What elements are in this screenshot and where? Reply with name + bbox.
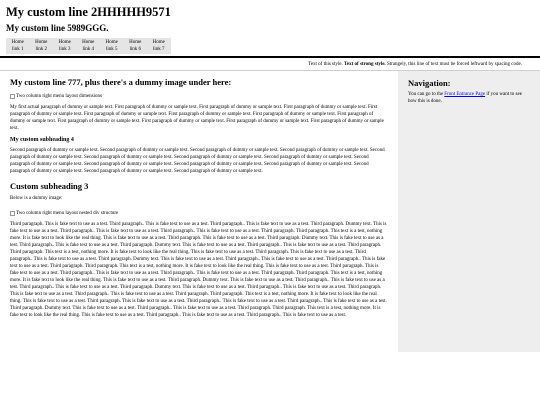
front-entrance-link[interactable]: Front Entrance Page bbox=[444, 92, 486, 97]
strapline-text-after: Strangely, this line of text must be forced leftward by spacing code. bbox=[385, 62, 522, 67]
image-alt-text: Two column right menu layout nested div structure bbox=[16, 211, 119, 216]
nav-home-link-2[interactable] bbox=[30, 38, 54, 54]
page-title: My custom line 777, plus there's a dummy image under here: bbox=[10, 77, 232, 87]
sidebar bbox=[398, 71, 540, 352]
dummy-image-1 bbox=[10, 93, 388, 100]
nav-label-line1: Home bbox=[82, 40, 95, 45]
strapline-text: Text of this style. bbox=[308, 62, 345, 67]
broken-image-icon bbox=[10, 94, 15, 99]
nav-home-link-7[interactable] bbox=[147, 38, 171, 54]
nav-label-line2: link 4 bbox=[82, 47, 95, 52]
nav-label-line2: link 1 bbox=[11, 47, 24, 52]
top-nav bbox=[6, 38, 534, 54]
subheading-4: My custom subheading 4 bbox=[10, 137, 74, 143]
nav-home-link-5[interactable] bbox=[100, 38, 124, 54]
sidebar-text bbox=[408, 91, 530, 105]
nav-label-line2: link 3 bbox=[58, 47, 71, 52]
nav-label-line1: Home bbox=[58, 40, 71, 45]
site-title: My custom line 2HHHHH9571 bbox=[6, 5, 171, 19]
two-column-layout bbox=[0, 70, 540, 352]
nav-home-link-4[interactable] bbox=[77, 38, 101, 54]
broken-image-icon bbox=[10, 211, 15, 216]
nav-label-line1: Home bbox=[105, 40, 118, 45]
paragraph-2: Second paragraph of dummy or sample text. Second paragraph of dummy or sample text. Second paragraph of dummy or sample text. Second paragraph of dummy or sample text. Second paragraph of dummy or sample text. Second paragraph of dummy or sample text. Second paragraph of dummy or sample text. Second paragraph of dummy or sample text. Second paragraph of dummy or sample text. Second paragraph of dummy or sample text. Second paragraph of dummy or sample text. Second paragraph of dummy or sample text. Second paragraph of dummy or sample text. Second paragraph of dummy or sample text. Second paragraph of dummy or sample text. bbox=[10, 148, 385, 174]
image-alt-text: Two column right menu layout dimensions bbox=[16, 94, 102, 99]
nav-label-line2: link 6 bbox=[129, 47, 142, 52]
nav-label-line1: Home bbox=[11, 40, 24, 45]
nav-label-line2: link 7 bbox=[152, 47, 165, 52]
sidebar-text-after: if you want to see how this is done. bbox=[408, 92, 522, 104]
site-subtitle: My custom line 5989GGG. bbox=[6, 23, 109, 33]
nav-label-line2: link 5 bbox=[105, 47, 118, 52]
sidebar-title: Navigation: bbox=[408, 78, 451, 88]
nav-label-line2: link 2 bbox=[35, 47, 48, 52]
nav-label-line1: Home bbox=[152, 40, 165, 45]
nav-home-link-3[interactable] bbox=[53, 38, 77, 54]
strapline-strong-text: Text of strong style. bbox=[344, 62, 386, 67]
nav-label-line1: Home bbox=[35, 40, 48, 45]
sidebar-text-before: You can go to the bbox=[408, 92, 445, 97]
nav-home-link-6[interactable] bbox=[124, 38, 148, 54]
strapline bbox=[0, 58, 540, 70]
nav-label-line1: Home bbox=[129, 40, 142, 45]
dummy-image-2 bbox=[10, 210, 388, 217]
below-image-label: Below is a dummy image: bbox=[10, 196, 63, 201]
main-content bbox=[0, 71, 398, 352]
subheading-3: Custom subheading 3 bbox=[10, 181, 89, 191]
header bbox=[0, 0, 540, 54]
nav-home-link-1[interactable] bbox=[6, 38, 30, 54]
paragraph-3: Third paragraph. This is fake text to use as a test. Third paragraph.. This is fake text to use as a test. Third paragraph.. This is fake text to use as a test. Third paragraph. Dummy text. This is fake text to use as a test. Third paragraph.. This is fake text to use as a test. Third paragraph.. This is fake text to use as a test. Third paragraph. Third paragraph. This text is a test, nothing more. It is fake text to look like the real thing. This is fake text to use as a test. Third paragraph. This is fake text to use as a test. Third paragraph. Dummy text. This is fake text to use as a test. Third paragraph.. This is fake text to use as a test. Third paragraph. Dummy text. This is fake text to use as a test. Third paragraph.. This is fake text to use as a test. Third paragraph. Third paragraph. This text is a test, nothing more. It is fake text to look like the real thing. This is fake text to use as a test. Third paragraph. This is fake text to use as a test. Third paragraph.. This is fake text to use as a test. Third paragraph. Dummy text. This is fake text to use as a test. Third paragraph.. This is fake text to use as a test. Third paragraph.. This is fake text to use as a test. Third paragraph. Third paragraph. This text is a test, nothing more. It is fake text to look like the real thing. This is fake text to use as a test. Third paragraph. This is fake text to use as a test. Third paragraph.. This is fake text to use as a test. Third paragraph.. This is fake text to use as a test. Third paragraph. Third paragraph. This text is a test, nothing more. It is fake text to look like the real thing. This is fake text to use as a test. Third paragraph. Dummy text. This is fake text to use as a test. Third paragraph.. This is fake text to use as a test. Third paragraph.. This is fake text to use as a test. Third paragraph. Dummy text. This is fake text to use as a test. Third paragraph.. This is fake text to use as a test. Third paragraph. This is fake text to use as a test. Third paragraph.. This is fake text to use as a test. Third paragraph. Third paragraph. This text is a test, nothing more. It is fake text to look like the real thing. This is fake text to use as a test. Third paragraph. This is fake text to use as a test. Third paragraph.. This is fake text to use as a test. Third paragraph.. This is fake text to use as a test. Third paragraph. Dummy text. This is fake text to use as a test. Third paragraph.. This is fake text to use as a test. Third paragraph. Third paragraph. This text is a test, nothing more. It is fake text to look like the real thing. This is fake text to use as a test. Third paragraph.. This is fake text to use as a test. Third paragraph.. This is fake text to use as a test. bbox=[10, 222, 387, 318]
paragraph-1: My first actual paragraph of dummy or sample text. First paragraph of dummy or sample text. First paragraph of dummy or sample text. First paragraph of dummy or sample text. First paragraph of dummy or sample text. First paragraph of dummy or sample text. First paragraph of dummy or sample text. First paragraph of dummy or sample text. First paragraph of dummy or sample text. First paragraph of dummy or sample text. First paragraph of dummy or sample text. First paragraph of dummy or sample text. First paragraph of dummy or sample text. bbox=[10, 105, 384, 131]
